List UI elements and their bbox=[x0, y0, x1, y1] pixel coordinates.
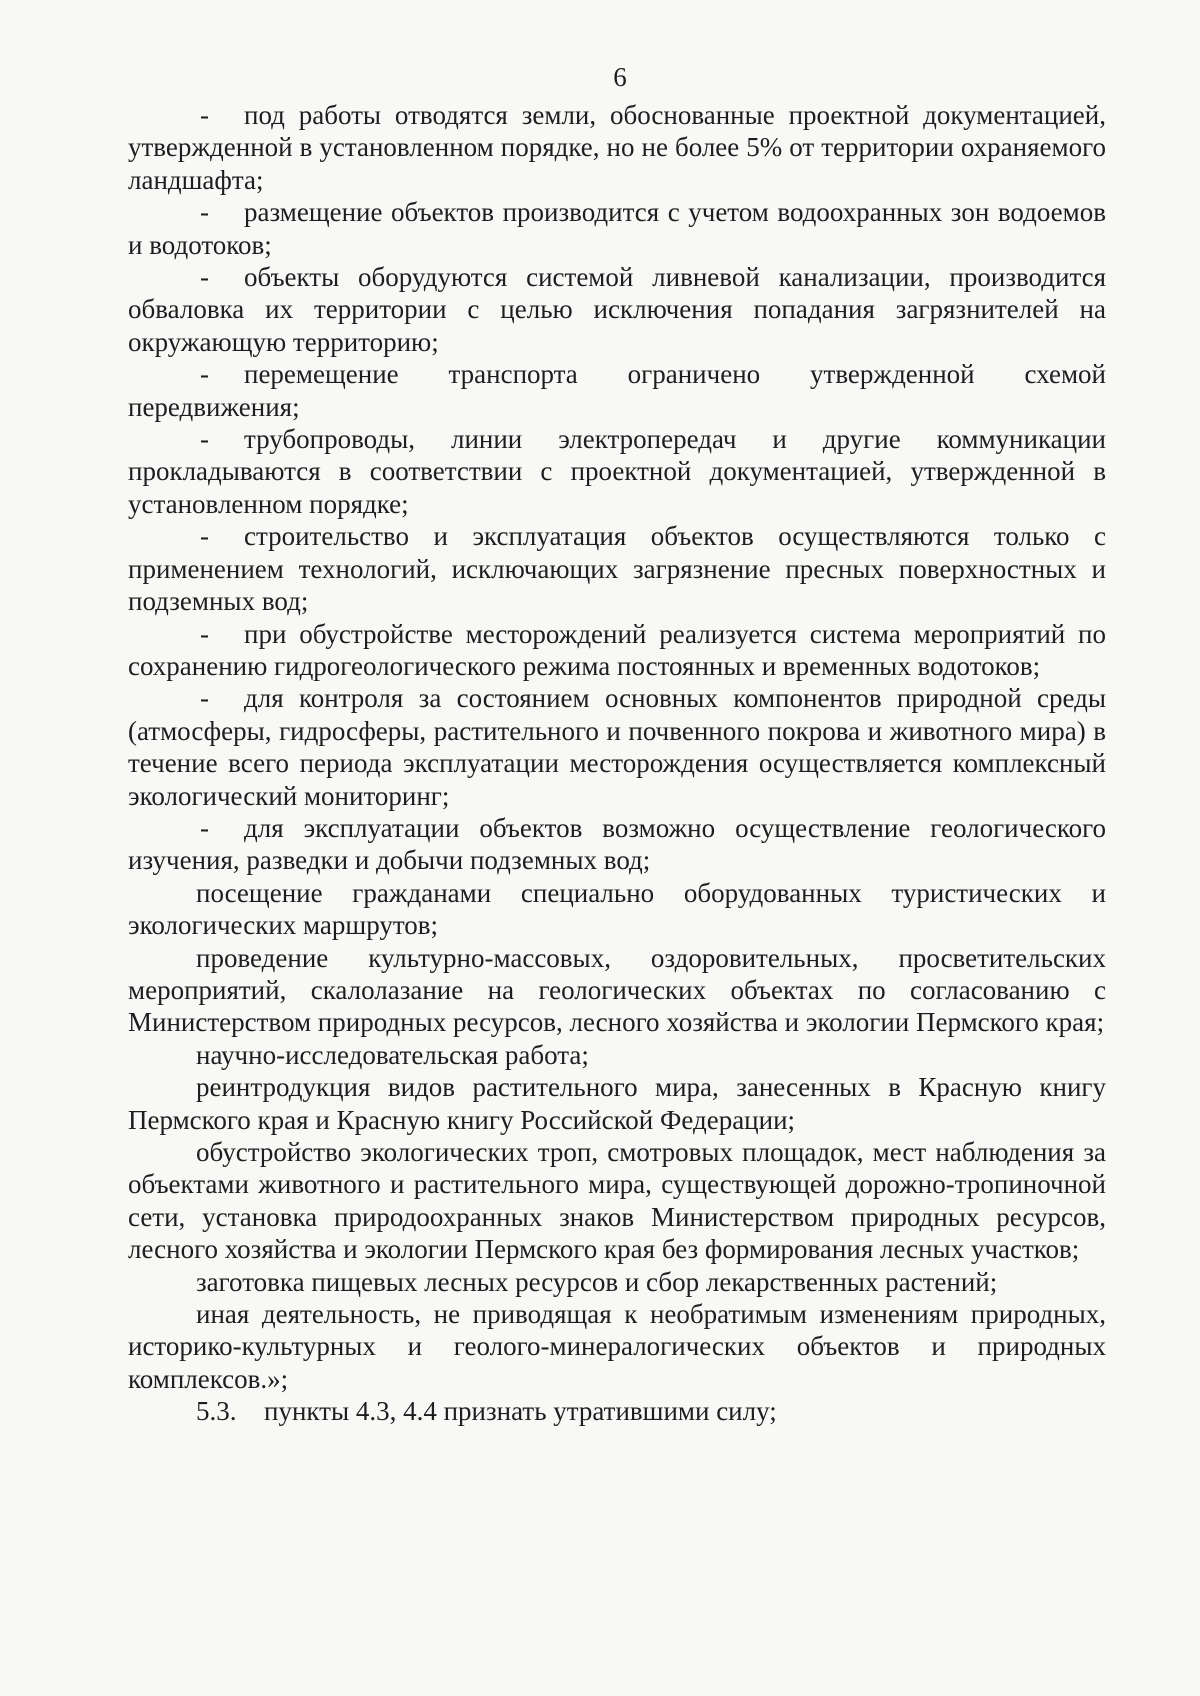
list-item-text: при обустройстве месторождений реализуется система мероприятий по сохранению гидрогеологического режима постоянных и временных водотоков; bbox=[128, 618, 1106, 681]
document-body bbox=[128, 99, 1106, 1428]
paragraph: проведение культурно-массовых, оздоровительных, просветительских мероприятий, скалолазание на геологических объектах по согласованию с Министерством природных ресурсов, лесного хозяйства и экологии Пермского края; bbox=[128, 942, 1106, 1038]
dash-marker: - bbox=[200, 100, 209, 130]
list-item bbox=[128, 358, 1106, 423]
dash-marker: - bbox=[200, 683, 209, 714]
paragraph: научно-исследовательская работа; bbox=[196, 1039, 589, 1070]
paragraph: реинтродукция видов растительного мира, занесенных в Красную книгу Пермского края и Красную книгу Российской Федерации; bbox=[128, 1072, 1106, 1135]
dash-marker: - bbox=[200, 197, 209, 228]
list-item bbox=[128, 261, 1106, 358]
list-item-text: объекты оборудуются системой ливневой канализации, производится обваловка их территории с целью исключения попадания загрязнителей на окружающую территорию; bbox=[128, 262, 1106, 357]
list-item-text: для эксплуатации объектов возможно осуществление геологического изучения, разведки и добычи подземных вод; bbox=[128, 812, 1106, 876]
list-item bbox=[128, 812, 1106, 877]
paragraph: обустройство экологических троп, смотровых площадок, мест наблюдения за объектами животного и растительного мира, существующей дорожно-тропиночной сети, установка природоохранных знаков Министерством природных ресурсов, лесного хозяйства и экологии Пермского края без формирования лесных участков; bbox=[128, 1137, 1106, 1265]
list-item-text: для контроля за состоянием основных компонентов природной среды (атмосферы, гидросферы, растительного и почвенного покрова и животного мира) в течение всего периода эксплуатации месторождения осуществляется комплексный экологический мониторинг; bbox=[128, 683, 1106, 811]
list-item-text: под работы отводятся земли, обоснованные проектной документацией, утвержденной в установленном порядке, но не более 5% от территории охраняемого ландшафта; bbox=[128, 100, 1106, 195]
dash-marker: - bbox=[200, 521, 209, 552]
list-item-text: строительство и эксплуатация объектов осуществляются только с применением технологий, исключающих загрязнение пресных поверхностных и подземных вод; bbox=[128, 521, 1106, 617]
list-item bbox=[128, 618, 1106, 683]
dash-marker: - bbox=[200, 812, 209, 843]
item-number: 5.3. bbox=[196, 1396, 237, 1427]
list-item-text: размещение объектов производится с учетом водоохранных зон водоемов и водотоков; bbox=[128, 197, 1106, 260]
list-item bbox=[128, 520, 1106, 617]
paragraph: заготовка пищевых лесных ресурсов и сбор лекарственных растений; bbox=[196, 1266, 998, 1297]
numbered-item bbox=[128, 1395, 1106, 1427]
list-item-text: трубопроводы, линии электропередач и другие коммуникации прокладываются в соответствии с проектной документацией, утвержденной в установленном порядке; bbox=[128, 424, 1106, 519]
paragraph: посещение гражданами специально оборудованных туристических и экологических маршрутов; bbox=[128, 877, 1106, 941]
list-item bbox=[128, 196, 1106, 261]
list-item bbox=[128, 423, 1106, 520]
paragraph: иная деятельность, не приводящая к необратимым изменениям природных, историко-культурных и геолого-минералогических объектов и природных комплексов.»; bbox=[128, 1299, 1106, 1394]
dash-marker: - bbox=[200, 618, 209, 649]
dash-marker: - bbox=[200, 262, 209, 293]
page-number: 6 bbox=[613, 62, 627, 92]
list-item bbox=[128, 682, 1106, 812]
list-item-text: перемещение транспорта ограничено утвержденной схемой передвижения; bbox=[128, 359, 1106, 422]
list-item bbox=[128, 99, 1106, 196]
dash-marker: - bbox=[200, 359, 209, 390]
numbered-item-text: пункты 4.3, 4.4 признать утратившими силу; bbox=[264, 1396, 777, 1427]
dash-marker: - bbox=[200, 424, 209, 455]
